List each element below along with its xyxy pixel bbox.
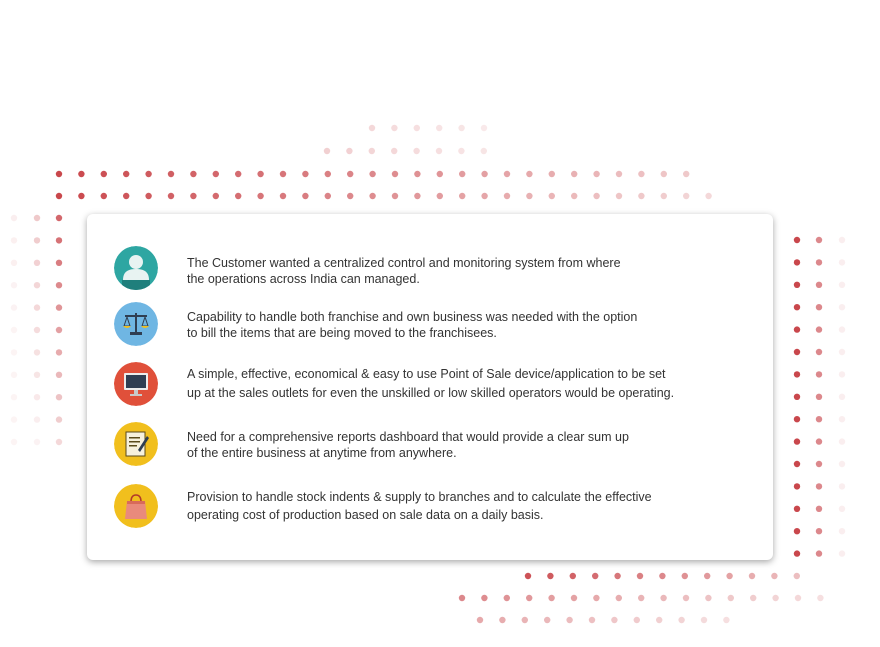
decor-dot [56, 215, 62, 221]
decor-dot [638, 595, 644, 601]
decor-dot [816, 438, 822, 444]
decor-dot [302, 171, 308, 177]
decor-dot [682, 573, 688, 579]
decor-dot [56, 260, 62, 266]
decor-dot [794, 394, 800, 400]
decor-dot [526, 193, 532, 199]
decor-dot [723, 617, 729, 623]
decor-dot [414, 125, 420, 131]
decor-dot [481, 171, 487, 177]
decor-dot [145, 193, 151, 199]
item-text-line: The Customer wanted a centralized control and monitoring system from where [187, 256, 621, 270]
decor-dot [816, 371, 822, 377]
list-item [87, 246, 773, 302]
decor-dot [544, 617, 550, 623]
decor-dot [391, 148, 397, 154]
decor-dot [816, 416, 822, 422]
item-text-line: the operations across India can managed. [187, 272, 420, 286]
item-text-line: A simple, effective, economical & easy to use Point of Sale device/application to be set [187, 367, 666, 381]
decor-dot [571, 595, 577, 601]
decor-dot [235, 171, 241, 177]
decor-dot [839, 506, 845, 512]
decor-dot [34, 237, 40, 243]
decor-dot [302, 193, 308, 199]
decor-dot [749, 573, 755, 579]
decor-dot [458, 148, 464, 154]
decor-dot [816, 483, 822, 489]
decor-dot [794, 371, 800, 377]
decor-dot [56, 349, 62, 355]
decor-dot [794, 483, 800, 489]
decor-dot [683, 171, 689, 177]
item-text [187, 309, 747, 341]
decor-dot [11, 215, 17, 221]
decor-dot [436, 148, 442, 154]
decor-dot [34, 282, 40, 288]
decor-dot [123, 171, 129, 177]
decor-dot [459, 193, 465, 199]
decor-dot [816, 528, 822, 534]
decor-dot [660, 595, 666, 601]
item-text-line: Provision to handle stock indents & supply to branches and to calculate the effective [187, 490, 652, 504]
item-text [187, 366, 747, 401]
decor-dot [56, 304, 62, 310]
item-text [187, 429, 747, 461]
decor-dot [392, 193, 398, 199]
decor-dot [481, 125, 487, 131]
decor-dot [549, 171, 555, 177]
decor-dot [593, 171, 599, 177]
decor-dot [816, 394, 822, 400]
decor-dot [504, 171, 510, 177]
decor-dot [78, 193, 84, 199]
decor-dot [549, 193, 555, 199]
decor-dot [794, 282, 800, 288]
decor-dot [616, 171, 622, 177]
decor-dot [34, 327, 40, 333]
report-icon [114, 422, 158, 466]
decor-dot [839, 550, 845, 556]
decor-dot [34, 394, 40, 400]
decor-dot [325, 171, 331, 177]
decor-dot [816, 259, 822, 265]
item-text [187, 489, 747, 523]
decor-dot [11, 372, 17, 378]
decor-dot [56, 237, 62, 243]
decor-dot [56, 439, 62, 445]
decor-dot [56, 171, 62, 177]
decor-dot [101, 193, 107, 199]
decor-dot [638, 193, 644, 199]
decor-dot [794, 349, 800, 355]
decor-dot [526, 595, 532, 601]
list-item [87, 422, 773, 478]
decor-dot [34, 260, 40, 266]
requirements-card [87, 214, 773, 560]
decor-dot [11, 439, 17, 445]
decor-dot [794, 259, 800, 265]
decor-dot [477, 617, 483, 623]
decor-dot [11, 304, 17, 310]
item-text-line: of the entire business at anytime from anywhere. [187, 446, 457, 460]
decor-dot [213, 193, 219, 199]
decor-dot [499, 617, 505, 623]
decor-dot [11, 394, 17, 400]
decor-dot [705, 595, 711, 601]
decor-dot [347, 193, 353, 199]
decor-dot [816, 349, 822, 355]
decor-dot [548, 595, 554, 601]
decor-dot [771, 573, 777, 579]
decor-dot [616, 595, 622, 601]
decor-dot [257, 171, 263, 177]
decor-dot [56, 193, 62, 199]
decor-dot [437, 193, 443, 199]
decor-dot [705, 193, 711, 199]
decor-dot [11, 237, 17, 243]
user-icon [114, 246, 158, 290]
decor-dot [369, 193, 375, 199]
decor-dot [701, 617, 707, 623]
decor-dot [616, 193, 622, 199]
decor-dot [504, 193, 510, 199]
decor-dot [56, 372, 62, 378]
decor-dot [34, 439, 40, 445]
decor-dot [839, 416, 845, 422]
item-text [187, 255, 747, 287]
decor-dot [661, 193, 667, 199]
decor-dot [504, 595, 510, 601]
item-text-line: to bill the items that are being moved to the franchisees. [187, 326, 497, 340]
decor-dot [794, 416, 800, 422]
decor-dot [816, 461, 822, 467]
decor-dot [839, 259, 845, 265]
decor-dot [145, 171, 151, 177]
decor-dot [526, 171, 532, 177]
shopping-bag-icon [114, 484, 158, 528]
decor-dot [839, 304, 845, 310]
decor-dot [34, 372, 40, 378]
decor-dot [794, 237, 800, 243]
decor-dot [611, 617, 617, 623]
decor-dot [571, 193, 577, 199]
decor-dot [369, 171, 375, 177]
decor-dot [11, 349, 17, 355]
decor-dot [678, 617, 684, 623]
decor-dot [794, 438, 800, 444]
decor-dot [726, 573, 732, 579]
decor-dot [392, 171, 398, 177]
decor-dot [56, 416, 62, 422]
decor-dot [794, 304, 800, 310]
decor-dot [56, 282, 62, 288]
decor-dot [839, 326, 845, 332]
decor-dot [592, 573, 598, 579]
decor-dot [347, 171, 353, 177]
decor-dot [704, 573, 710, 579]
decor-dot [414, 171, 420, 177]
item-text-line: operating cost of production based on sale data on a daily basis. [187, 508, 544, 522]
decor-dot [839, 528, 845, 534]
decor-dot [280, 171, 286, 177]
decor-dot [816, 237, 822, 243]
item-text-line: Capability to handle both franchise and own business was needed with the option [187, 310, 638, 324]
decor-dot [817, 595, 823, 601]
decor-dot [794, 461, 800, 467]
decor-dot [78, 171, 84, 177]
decor-dot [571, 171, 577, 177]
decor-dot [656, 617, 662, 623]
decor-dot [589, 617, 595, 623]
decor-dot [683, 595, 689, 601]
decor-dot [168, 193, 174, 199]
decor-dot [839, 438, 845, 444]
decor-dot [839, 394, 845, 400]
decor-dot [101, 171, 107, 177]
decor-dot [437, 171, 443, 177]
decor-dot [839, 461, 845, 467]
decor-dot [34, 215, 40, 221]
decor-dot [637, 573, 643, 579]
decor-dot [839, 371, 845, 377]
decor-dot [794, 506, 800, 512]
decor-dot [816, 282, 822, 288]
decor-dot [547, 573, 553, 579]
decor-dot [11, 416, 17, 422]
item-text-line: Need for a comprehensive reports dashboard that would provide a clear sum up [187, 430, 629, 444]
decor-dot [794, 550, 800, 556]
decor-dot [56, 327, 62, 333]
decor-dot [683, 193, 689, 199]
list-item [87, 302, 773, 358]
decor-dot [458, 125, 464, 131]
decor-dot [11, 260, 17, 266]
decor-dot [257, 193, 263, 199]
decor-dot [34, 304, 40, 310]
decor-dot [369, 148, 375, 154]
decor-dot [794, 326, 800, 332]
decor-dot [839, 282, 845, 288]
decor-dot [56, 394, 62, 400]
decor-dot [414, 193, 420, 199]
decor-dot [190, 193, 196, 199]
decor-dot [235, 193, 241, 199]
decor-dot [213, 171, 219, 177]
decor-dot [566, 617, 572, 623]
decor-dot [794, 573, 800, 579]
decor-dot [816, 550, 822, 556]
decor-dot [346, 148, 352, 154]
decor-dot [459, 171, 465, 177]
decor-dot [638, 171, 644, 177]
item-text-line: up at the sales outlets for even the unskilled or low skilled operators would be operating. [187, 386, 675, 400]
decor-dot [413, 148, 419, 154]
decor-dot [593, 595, 599, 601]
decor-dot [481, 193, 487, 199]
decor-dot [839, 483, 845, 489]
balance-scale-icon [114, 302, 158, 346]
decor-dot [593, 193, 599, 199]
decor-dot [325, 193, 331, 199]
decor-dot [772, 595, 778, 601]
decor-dot [324, 148, 330, 154]
decor-dot [614, 573, 620, 579]
decor-dot [11, 282, 17, 288]
decor-dot [728, 595, 734, 601]
decor-dot [839, 237, 845, 243]
decor-dot [816, 506, 822, 512]
decor-dot [391, 125, 397, 131]
decor-dot [168, 171, 174, 177]
decor-dot [34, 416, 40, 422]
decor-dot [570, 573, 576, 579]
decor-dot [634, 617, 640, 623]
decor-dot [369, 125, 375, 131]
decor-dot [659, 573, 665, 579]
decor-dot [661, 171, 667, 177]
decor-dot [795, 595, 801, 601]
decor-dot [11, 327, 17, 333]
decor-dot [481, 595, 487, 601]
list-item [87, 362, 773, 418]
decor-dot [750, 595, 756, 601]
decor-dot [839, 349, 845, 355]
list-item [87, 484, 773, 540]
decor-dot [34, 349, 40, 355]
decor-dot [525, 573, 531, 579]
monitor-icon [114, 362, 158, 406]
decor-dot [280, 193, 286, 199]
decor-dot [522, 617, 528, 623]
decor-dot [459, 595, 465, 601]
decor-dot [481, 148, 487, 154]
decor-dot [794, 528, 800, 534]
decor-dot [816, 326, 822, 332]
decor-dot [123, 193, 129, 199]
decor-dot [190, 171, 196, 177]
decor-dot [436, 125, 442, 131]
decor-dot [816, 304, 822, 310]
